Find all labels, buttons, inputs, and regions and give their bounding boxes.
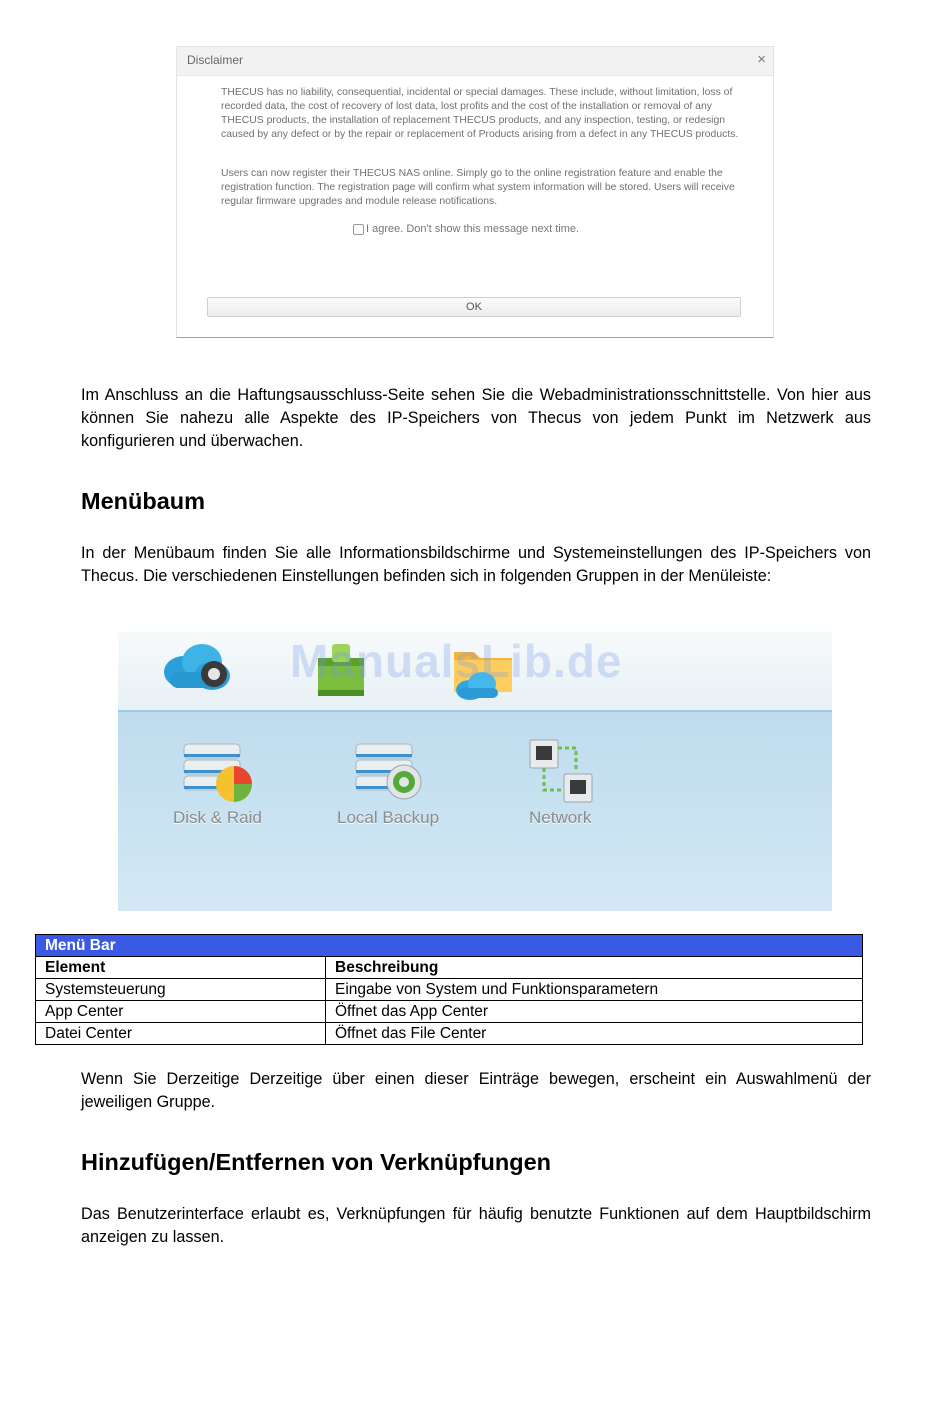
table-cell-description: Eingabe von System und Funktionsparametern <box>326 979 863 1001</box>
table-cell-element: App Center <box>36 1001 326 1023</box>
menu-item-local-backup[interactable]: Local Backup <box>337 808 440 827</box>
watermark: ManualsLib.de <box>290 635 623 687</box>
agree-row[interactable] <box>353 223 579 235</box>
table-row <box>36 1023 863 1045</box>
column-header-description: Beschreibung <box>326 957 863 979</box>
table-header-row <box>36 957 863 979</box>
table-cell-element: Datei Center <box>36 1023 326 1045</box>
menu-bar-table <box>35 934 863 1045</box>
table-cell-description: Öffnet das File Center <box>326 1023 863 1045</box>
column-header-element: Element <box>36 957 326 979</box>
intro-paragraph: Im Anschluss an die Haftungsausschluss-Seite sehen Sie die Webadministrationsschnittstelle. Von hier aus können Sie nahezu alle Aspekte des IP-Speichers von Thecus von jedem Punkt im Netzwerk aus konfigurieren und überwachen. <box>81 386 871 450</box>
table-cell-element: Systemsteuerung <box>36 979 326 1001</box>
cloud-gear-icon[interactable] <box>162 642 236 692</box>
agree-checkbox[interactable] <box>353 224 364 235</box>
disclaimer-dialog <box>176 46 774 338</box>
table-row <box>36 1001 863 1023</box>
menu-item-network[interactable]: Network <box>529 808 592 827</box>
disclaimer-paragraph-2: Users can now register their THECUS NAS online. Simply go to the online registration feature and enable the registration function. The registration page will confirm what system information will be stored. Users will receive regular firmware upgrades and module release notifications. <box>221 168 735 207</box>
agree-label: I agree. Don't show this message next time. <box>366 223 580 235</box>
menuebaum-paragraph: In der Menübaum finden Sie alle Informationsbildschirme und Systemeinstellungen des IP-Speichers von Thecus. Die verschiedenen Einstellungen befinden sich in folgenden Gruppen in der Menüleiste: <box>81 544 871 585</box>
heading-verknuepfungen: Hinzufügen/Entfernen von Verknüpfungen <box>81 1149 551 1175</box>
table-title-row <box>36 935 863 957</box>
menu-top-bar <box>118 632 832 712</box>
disclaimer-paragraph-1: THECUS has no liability, consequential, incidental or special damages. These include, without limitation, loss of recorded data, the cost of recovery of lost data, lost profits and the cost of the installation or removal of any THECUS products, the installation of replacement THECUS products, and any inspection, testing, or redesign caused by any defect or by the repair or replacement of Products arising from a defect in any THECUS products. <box>221 87 739 140</box>
dialog-title: Disclaimer <box>187 53 244 67</box>
heading-menuebaum: Menübaum <box>81 488 206 514</box>
local-backup-icon[interactable] <box>352 740 430 804</box>
menu-bar-screenshot <box>118 632 832 911</box>
dialog-header <box>177 47 773 76</box>
table-title: Menü Bar <box>36 935 863 957</box>
table-cell-description: Öffnet das App Center <box>326 1001 863 1023</box>
network-icon[interactable] <box>526 736 596 808</box>
menu-item-disk-raid[interactable]: Disk & Raid <box>173 808 262 827</box>
verknuepfungen-paragraph: Das Benutzerinterface erlaubt es, Verknüpfungen für häufig benutzte Funktionen auf dem Hauptbildschirm anzeigen zu lassen. <box>81 1205 871 1246</box>
disk-raid-icon[interactable] <box>178 740 258 804</box>
table-row <box>36 979 863 1001</box>
close-icon[interactable]: × <box>757 51 766 68</box>
after-table-paragraph: Wenn Sie Derzeitige Derzeitige über einen dieser Einträge bewegen, erscheint ein Auswahlmenü der jeweiligen Gruppe. <box>81 1070 871 1111</box>
ok-button[interactable]: OK <box>207 297 741 317</box>
